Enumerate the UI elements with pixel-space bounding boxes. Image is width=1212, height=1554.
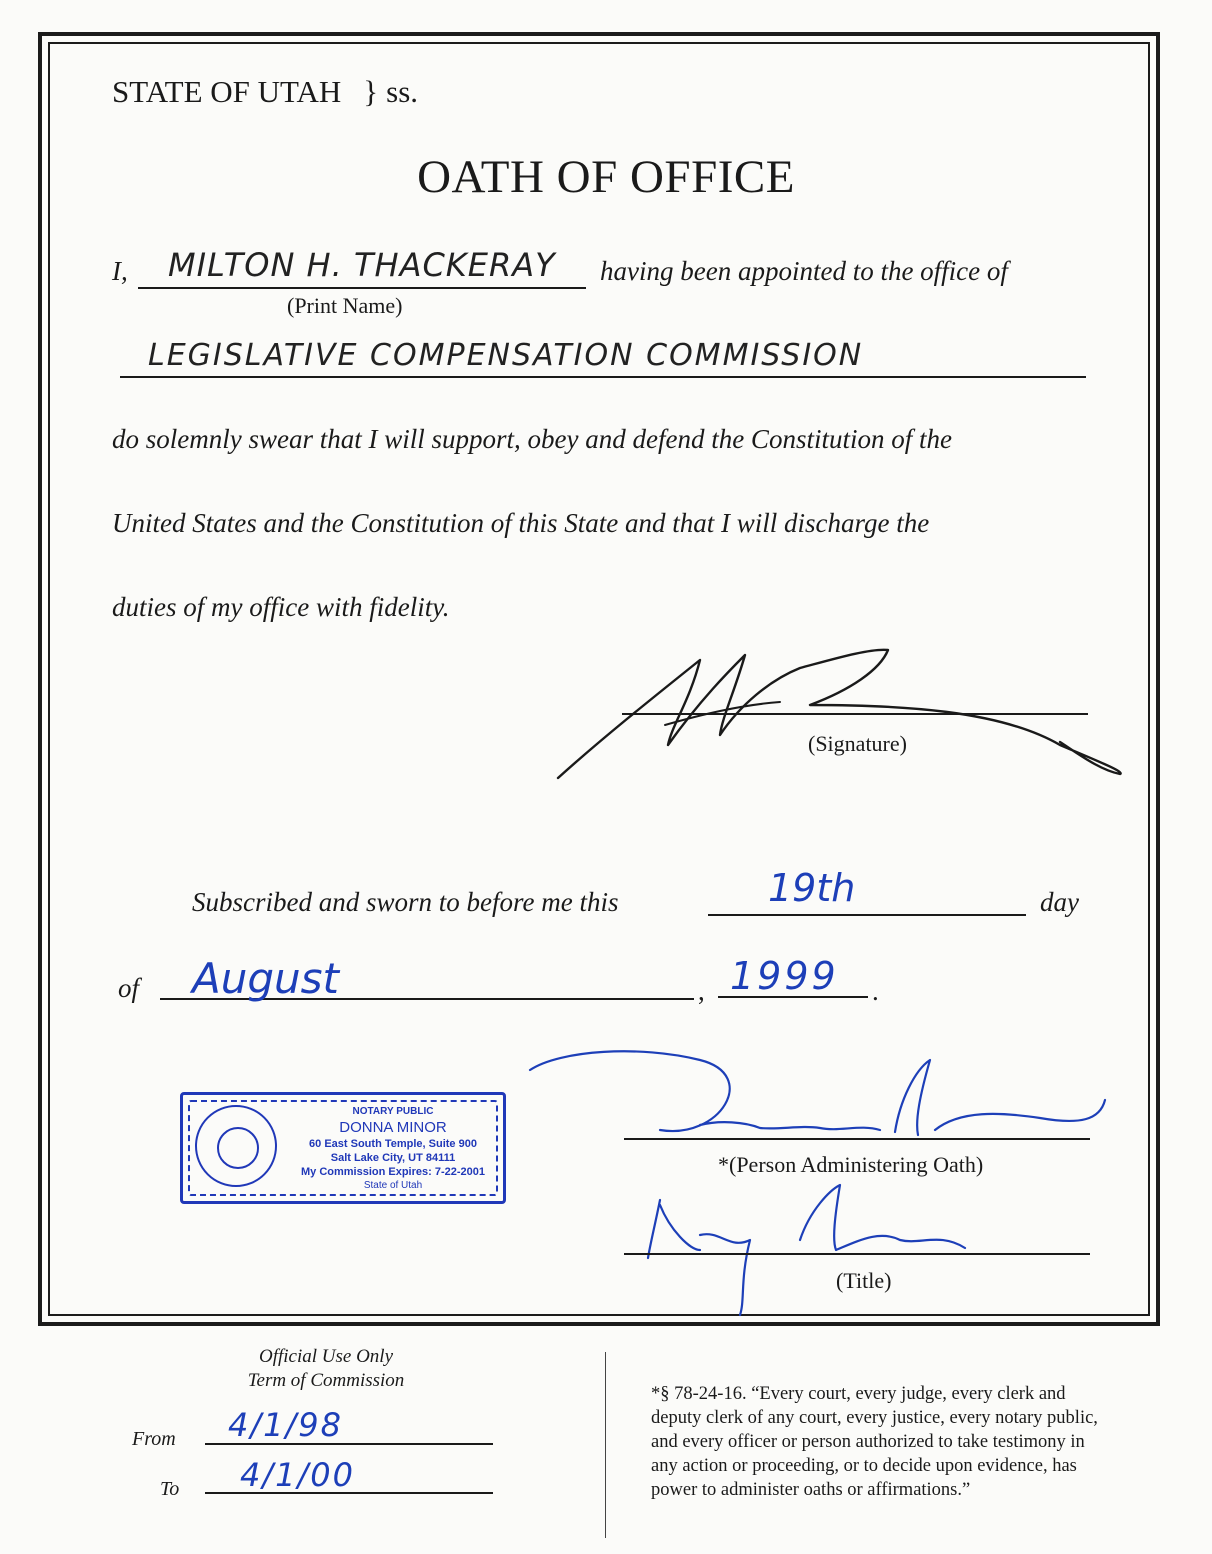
stamp-address-1: 60 East South Temple, Suite 900 — [309, 1138, 477, 1150]
to-label: To — [160, 1478, 180, 1500]
administering-caption: *(Person Administering Oath) — [718, 1152, 984, 1177]
date-period: . — [872, 976, 879, 1006]
from-label: From — [132, 1428, 176, 1450]
stamp-state: State of Utah — [363, 1180, 423, 1191]
stamp-name: DONNA MINOR — [339, 1119, 447, 1136]
signature-caption: (Signature) — [808, 731, 907, 756]
statute-line-4: any action or proceeding, or to decide upon evidence, has — [651, 1456, 1077, 1476]
stamp-address-2: Salt Lake City, UT 84111 — [330, 1152, 456, 1164]
oath-body-line-3: duties of my office with fidelity. — [112, 592, 450, 622]
statute-line-2: deputy clerk of any court, every justice, every notary public, — [651, 1408, 1098, 1428]
print-name-caption: (Print Name) — [287, 293, 403, 318]
handwritten-day: 19th — [768, 866, 856, 910]
date-comma: , — [698, 976, 705, 1006]
stamp-expires: My Commission Expires: 7-22-2001 — [300, 1166, 486, 1178]
handwritten-month: August — [192, 954, 339, 1003]
term-of-commission-heading: Term of Commission — [247, 1370, 405, 1391]
statute-footnote — [651, 1382, 1151, 1502]
statute-line-1: *§ 78-24-16. “Every court, every judge, every clerk and — [651, 1384, 1066, 1404]
handwritten-to-date: 4/1/00 — [240, 1456, 355, 1494]
oath-body-line-2: United States and the Constitution of this State and that I will discharge the — [112, 508, 930, 538]
oath-prefix: I, — [112, 256, 128, 286]
venue-brace: } — [363, 74, 379, 109]
official-use-heading: Official Use Only — [258, 1346, 394, 1367]
subscribed-text: Subscribed and sworn to before me this — [192, 887, 619, 917]
stamp-heading: NOTARY PUBLIC — [352, 1106, 434, 1117]
statute-line-5: power to administer oaths or affirmations.” — [651, 1480, 971, 1500]
handwritten-office: LEGISLATIVE COMPENSATION COMMISSION — [148, 338, 864, 373]
footer-divider — [605, 1352, 606, 1538]
state-name: STATE OF UTAH — [112, 74, 342, 109]
venue-ss: ss. — [386, 74, 419, 109]
document-title: OATH OF OFFICE — [417, 151, 795, 203]
statute-line-3: and every officer or person authorized to take testimony in — [651, 1432, 1085, 1452]
title-caption: (Title) — [836, 1268, 892, 1293]
handwritten-from-date: 4/1/98 — [228, 1406, 343, 1444]
handwritten-year: 1999 — [730, 954, 839, 998]
oath-body-line-1: do solemnly swear that I will support, obey and defend the Constitution of the — [112, 424, 952, 454]
administering-line — [624, 1138, 1090, 1140]
of-word: of — [118, 973, 140, 1003]
appointed-text: having been appointed to the office of — [600, 256, 1008, 286]
day-word: day — [1040, 887, 1079, 917]
handwritten-name: MILTON H. THACKERAY — [168, 246, 556, 284]
title-line — [624, 1253, 1090, 1255]
